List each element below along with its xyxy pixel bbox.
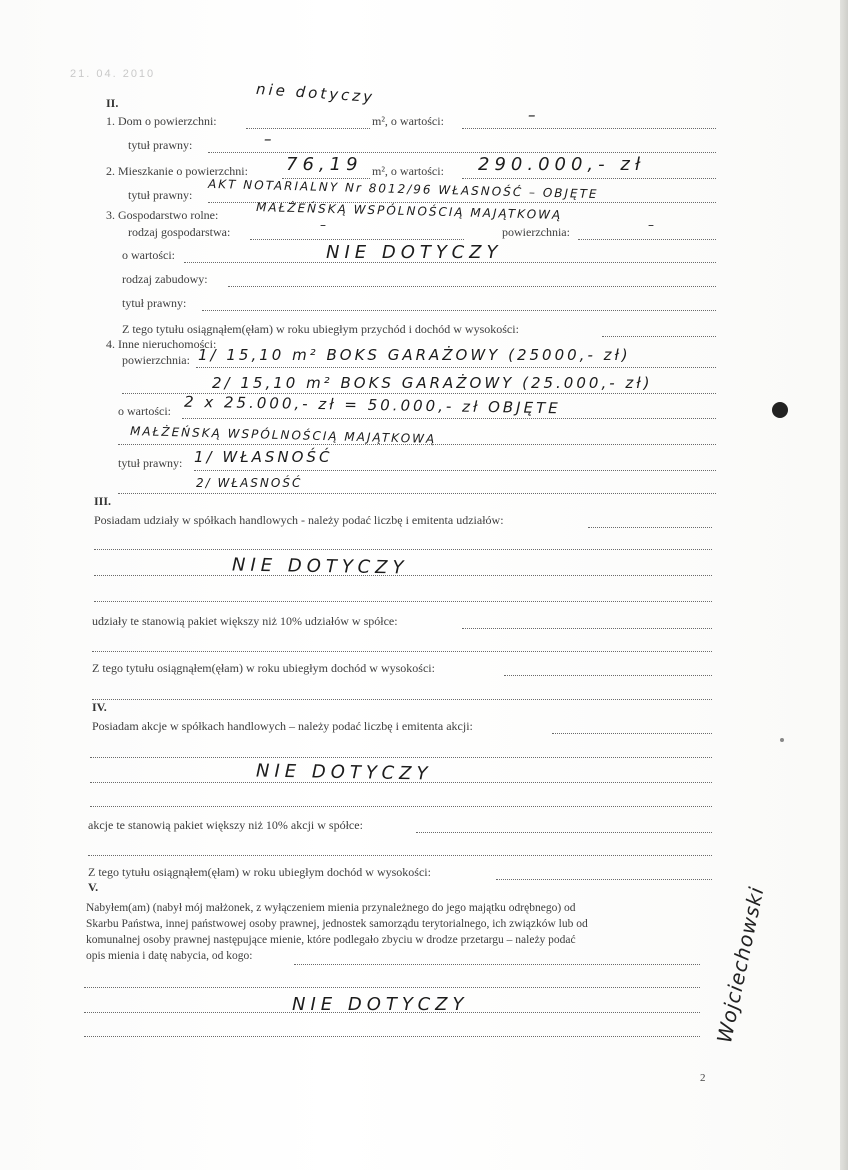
other-value-field-2	[118, 443, 716, 445]
stocks-field-4	[90, 805, 712, 807]
other-value: 2 x 25.000,- zł = 50.000,- zł OBJĘTE	[183, 392, 561, 418]
farm-building-field	[228, 285, 716, 287]
acquisition-field-1	[294, 963, 700, 965]
farm-area-field	[578, 238, 716, 240]
apartment-title-value: AKT NOTARIALNY Nr 8012/96 WŁASNOŚĆ – OBJĘTE	[207, 176, 599, 202]
section-iii-heading: III.	[94, 494, 112, 508]
stocks-income-field	[496, 878, 712, 880]
house-area-field	[246, 127, 370, 129]
house-value-field	[462, 127, 716, 129]
shares-income-field-2	[92, 698, 712, 700]
other-title-label: tytuł prawny:	[118, 456, 183, 470]
apartment-value-field	[462, 177, 716, 179]
apartment-value: 290.000,- zł	[478, 154, 645, 175]
section-ii-heading: II.	[106, 96, 119, 110]
farm-kind-field	[250, 238, 464, 240]
stocks-package-label: akcje te stanowią pakiet większy niż 10% akcji w spółce:	[88, 818, 363, 832]
stocks-not-applicable: NIE DOTYCZY	[255, 760, 433, 785]
farm-area-label: powierzchnia:	[502, 225, 570, 239]
punch-hole	[772, 402, 788, 418]
house-title-label: tytuł prawny:	[128, 138, 193, 152]
shares-field-1	[588, 526, 712, 528]
shares-package-field-2	[92, 650, 712, 652]
house-title-field	[208, 151, 716, 153]
farm-cont-value: MAŁŻEŃSKĄ WSPÓLNOŚCIĄ MAJĄTKOWĄ	[255, 199, 563, 223]
handwritten-note-not-applicable: nie dotyczy	[255, 79, 376, 107]
faint-date-stamp: 21. 04. 2010	[70, 68, 156, 80]
acquisition-field-3	[84, 1011, 700, 1013]
other-title-value-1: 1/ WŁASNOŚĆ	[194, 448, 333, 466]
farm-income-field	[602, 335, 716, 337]
shares-income-field	[504, 674, 712, 676]
farm-value-label: o wartości:	[122, 248, 175, 262]
acquisition-text-line-2: Skarbu Państwa, innej państwowej osoby prawnej, jednostek samorządu terytorialnego, ich związków lub od	[86, 918, 588, 930]
page-number: 2	[700, 1072, 706, 1084]
stocks-package-field-2	[88, 854, 712, 856]
section-v-heading: V.	[88, 880, 99, 894]
farm-kind-label: rodzaj gospodarstwa:	[128, 225, 231, 239]
handwritten-signature: Wojciechowski	[712, 884, 769, 1045]
stocks-field-3	[90, 781, 712, 783]
acquisition-field-2	[84, 986, 700, 988]
other-property-label: 4. Inne nieruchomości:	[106, 337, 217, 351]
shares-field-3	[94, 574, 712, 576]
shares-not-applicable: NIE DOTYCZY	[231, 554, 409, 579]
section-iv-heading: IV.	[92, 700, 107, 714]
other-area-value-2: 2/ 15,10 m² BOKS GARAŻOWY (25.000,- zł)	[212, 374, 653, 392]
house-title-dash: –	[264, 130, 275, 148]
other-title-value-2: 2/ WŁASNOŚĆ	[196, 476, 303, 490]
farm-value-not-applicable: NIE DOTYCZY	[326, 242, 503, 263]
acquisition-text-line-3: komunalnej osoby prawnej następujące mienie, które podlegało zbyciu w drodze przetargu – należy podać	[86, 934, 576, 946]
apartment-area-value: 76,19	[286, 154, 363, 175]
house-area-label: 1. Dom o powierzchni:	[106, 114, 217, 128]
acquisition-field-4	[84, 1035, 700, 1037]
page-edge-shadow	[840, 0, 848, 1170]
apartment-area-label: 2. Mieszkanie o powierzchni:	[106, 164, 248, 178]
shares-package-field	[462, 627, 712, 629]
farm-income-label: Z tego tytułu osiągnąłem(ęłam) w roku ubiegłym przychód i dochód w wysokości:	[122, 322, 519, 336]
shares-field-2	[94, 548, 712, 550]
stocks-package-field	[416, 831, 712, 833]
house-value-dash: –	[528, 106, 539, 124]
shares-field-4	[94, 600, 712, 602]
acquisition-text-line-1: Nabyłem(am) (nabył mój małżonek, z wyłączeniem mienia przynależnego do jego majątku odrębnego) od	[86, 902, 576, 914]
shares-income-label: Z tego tytułu osiągnąłem(ęłam) w roku ubiegłym dochód w wysokości:	[92, 661, 435, 675]
apartment-value-label: m², o wartości:	[372, 164, 444, 178]
apartment-title-label: tytuł prawny:	[128, 188, 193, 202]
shares-package-label: udziały te stanowią pakiet większy niż 10% udziałów w spółce:	[92, 614, 398, 628]
other-area-value-1: 1/ 15,10 m² BOKS GARAŻOWY (25000,- zł)	[198, 346, 631, 364]
acquisition-not-applicable: NIE DOTYCZY	[292, 994, 469, 1015]
stocks-income-label: Z tego tytułu osiągnąłem(ęłam) w roku ubiegłym dochód w wysokości:	[88, 865, 431, 879]
other-value-cont: MAŁŻEŃSKĄ WSPÓLNOŚCIĄ MAJĄTKOWĄ	[129, 423, 437, 447]
other-title-field	[194, 469, 716, 471]
other-value-label: o wartości:	[118, 404, 171, 418]
other-value-field	[182, 417, 716, 419]
acquisition-text-line-4: opis mienia i datę nabycia, od kogo:	[86, 950, 253, 962]
farm-kind-dash: –	[320, 218, 328, 232]
house-value-label: m², o wartości:	[372, 114, 444, 128]
farm-label: 3. Gospodarstwo rolne:	[106, 208, 219, 222]
farm-title-field	[202, 309, 716, 311]
stocks-label: Posiadam akcje w spółkach handlowych – należy podać liczbę i emitenta akcji:	[92, 719, 473, 733]
farm-building-label: rodzaj zabudowy:	[122, 272, 208, 286]
other-area-field-1	[196, 366, 716, 368]
stocks-field-2	[90, 756, 712, 758]
other-area-label: powierzchnia:	[122, 353, 190, 367]
stocks-field-1	[552, 732, 712, 734]
farm-title-label: tytuł prawny:	[122, 296, 187, 310]
scan-speck	[780, 738, 784, 742]
other-title-field-2	[118, 492, 716, 494]
shares-label: Posiadam udziały w spółkach handlowych - należy podać liczbę i emitenta udziałów:	[94, 513, 504, 527]
farm-area-dash: –	[648, 218, 656, 232]
